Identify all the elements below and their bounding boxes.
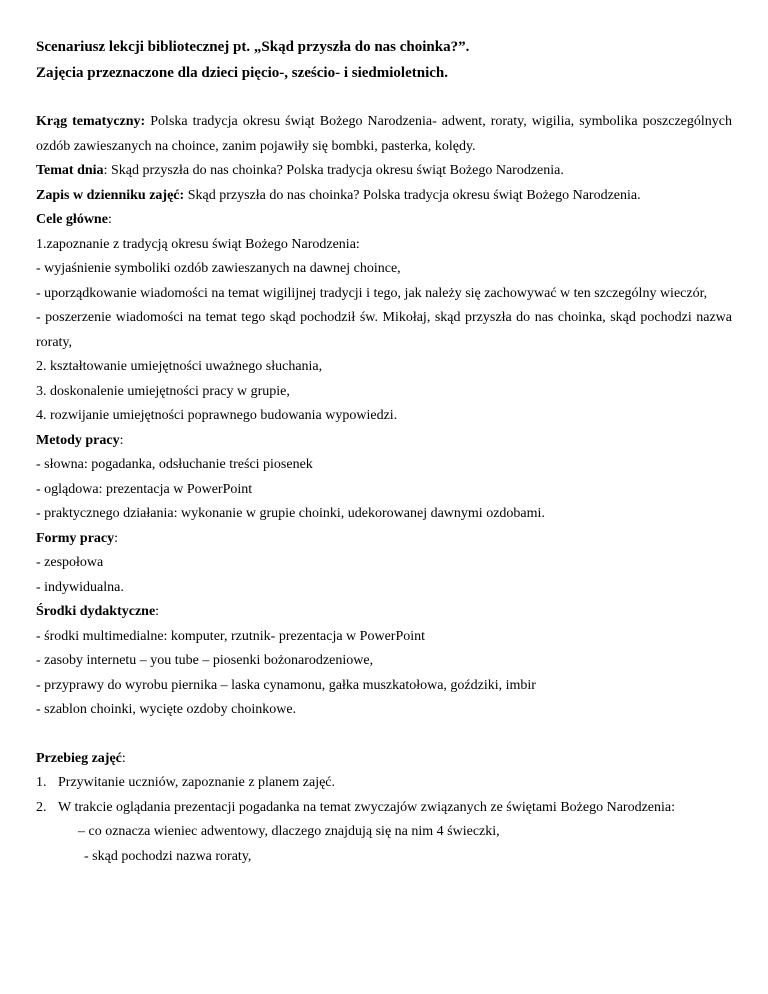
- przebieg-colon: :: [121, 750, 126, 766]
- przebieg-subitem: – co oznacza wieniec adwentowy, dlaczego znajdują się na nim 4 świeczki,: [78, 824, 500, 839]
- cele-item: 3. doskonalenie umiejętności pracy w grupie,: [36, 383, 290, 399]
- cele-item: 4. rozwijanie umiejętności poprawnego budowania wypowiedzi.: [36, 408, 398, 423]
- przebieg-subitem: - skąd pochodzi nazwa roraty,: [84, 848, 252, 864]
- przebieg-list: [36, 771, 732, 820]
- cele-label: Cele główne: [36, 212, 108, 227]
- zapis-paragraph: [36, 184, 732, 209]
- metody-heading: [36, 429, 732, 454]
- cele-heading: [36, 208, 732, 233]
- step-text: Przywitanie uczniów, zapoznanie z planem zajęć.: [58, 775, 336, 790]
- formy-colon: :: [114, 530, 119, 546]
- section-spacer: [36, 723, 732, 747]
- przebieg-step: [36, 796, 732, 821]
- document-subtitle: Zajęcia przeznaczone dla dzieci pięcio-, sześcio- i siedmioletnich.: [36, 65, 448, 81]
- document-page: [36, 34, 732, 869]
- zapis-text: Skąd przyszła do nas choinka? Polska tradycja okresu świąt Bożego Narodzenia.: [184, 187, 641, 203]
- cele-item: - wyjaśnienie symboliki ozdób zawieszanych na dawnej choince,: [36, 261, 401, 276]
- metody-item: - słowna: pogadanka, odsłuchanie treści piosenek: [36, 457, 313, 472]
- formy-label: Formy pracy: [36, 530, 115, 546]
- metody-label: Metody pracy: [36, 432, 120, 448]
- cele-item: - uporządkowanie wiadomości na temat wigilijnej tradycji i tego, jak należy się zachowywać w ten szczególny wieczór,: [36, 285, 708, 301]
- przebieg-label: Przebieg zajęć: [36, 750, 122, 766]
- formy-item: - indywidualna.: [36, 579, 124, 595]
- przebieg-heading: [36, 747, 732, 772]
- temat-paragraph: [36, 159, 732, 184]
- przebieg-step: [36, 771, 732, 796]
- step-text: W trakcie oglądania prezentacji pogadanka na temat zwyczajów związanych ze świętami Bożego Narodzenia:: [58, 799, 675, 815]
- srodki-item: - środki multimedialne: komputer, rzutnik- prezentacja w PowerPoint: [36, 628, 426, 644]
- metody-item: - oglądowa: prezentacja w PowerPoint: [36, 481, 253, 497]
- krag-paragraph: [36, 110, 732, 159]
- srodki-item: - zasoby internetu – you tube – piosenki bożonarodzeniowe,: [36, 653, 374, 668]
- temat-label: Temat dnia: [36, 163, 104, 178]
- step-number: 1.: [36, 775, 47, 790]
- cele-item: 1.zapoznanie z tradycją okresu świąt Bożego Narodzenia:: [36, 236, 360, 252]
- zapis-label: Zapis w dzienniku zajęć:: [36, 187, 185, 203]
- metody-colon: :: [119, 432, 124, 448]
- cele-item: - poszerzenie wiadomości na temat tego skąd pochodził św. Mikołaj, skąd przyszła do nas choinka, skąd pochodzi nazwa roraty,: [36, 310, 732, 350]
- step-number: 2.: [36, 799, 47, 815]
- temat-text: : Skąd przyszła do nas choinka? Polska tradycja okresu świąt Bożego Narodzenia.: [103, 163, 564, 178]
- srodki-colon: :: [155, 604, 160, 619]
- srodki-item: - przyprawy do wyrobu piernika – laska cynamonu, gałka muszkatołowa, goździki, imbir: [36, 677, 536, 693]
- cele-colon: :: [107, 212, 112, 227]
- krag-label: Krąg tematyczny:: [36, 114, 146, 129]
- srodki-label: Środki dydaktyczne: [36, 604, 156, 619]
- srodki-item: - szablon choinki, wycięte ozdoby choinkowe.: [36, 702, 297, 717]
- document-title: Scenariusz lekcji bibliotecznej pt. „Skąd przyszła do nas choinka?”.: [36, 39, 470, 55]
- krag-text: Polska tradycja okresu świąt Bożego Narodzenia- adwent, roraty, wigilia, symbolika poszczególnych ozdób zawieszanych na choince, zanim pojawiły się bombki, pasterka, kolędy.: [36, 114, 733, 154]
- formy-item: - zespołowa: [36, 555, 104, 570]
- formy-heading: [36, 527, 732, 552]
- srodki-heading: [36, 600, 732, 625]
- cele-item: 2. kształtowanie umiejętności uważnego słuchania,: [36, 359, 323, 374]
- metody-item: - praktycznego działania: wykonanie w grupie choinki, udekorowanej dawnymi ozdobami.: [36, 506, 545, 521]
